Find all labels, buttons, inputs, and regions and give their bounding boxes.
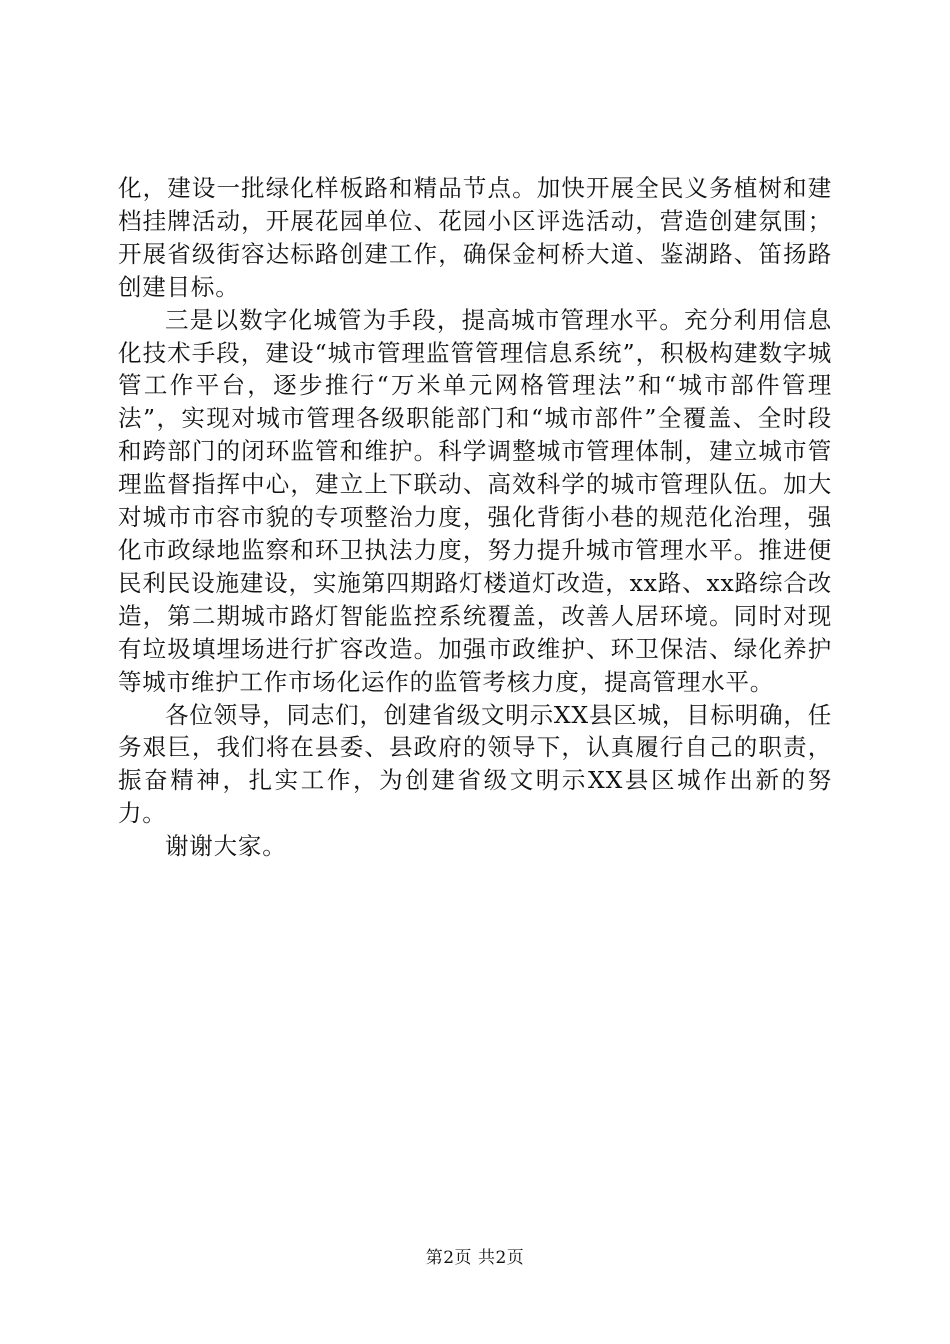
paragraph-digital-city-management: 三是以数字化城管为手段，提高城市管理水平。充分利用信息化技术手段，建设“城市管理监管管理信息系统”，积极构建数字城管工作平台，逐步推行“万米单元网格管理法”和“城市部件管理法”，实现对城市管理各级职能部门和“城市部件”全覆盖、全时段和跨部门的闭环监管和维护。科学调整城市管理体制，建立城市管理监督指挥中心，建立上下联动、高效科学的城市管理队伍。加大对城市市容市貌的专项整治力度，强化背街小巷的规范化治理，强化市政绿地监察和环卫执法力度，努力提升城市管理水平。推进便民利民设施建设，实施第四期路灯楼道灯改造，xx路、xx路综合改造，第二期城市路灯智能监控系统覆盖，改善人居环境。同时对现有垃圾填埋场进行扩容改造。加强市政维护、环卫保洁、绿化养护等城市维护工作市场化运作的监管考核力度，提高管理水平。 [118, 305, 832, 696]
document-body [118, 172, 832, 863]
paragraph-thanks: 谢谢大家。 [165, 832, 287, 861]
paragraph-continued: 化，建设一批绿化样板路和精品节点。加快开展全民义务植树和建档挂牌活动，开展花园单位、花园小区评选活动，营造创建氛围；开展省级街容达标路创建工作，确保金柯桥大道、鉴湖路、笛扬路创建目标。 [118, 174, 832, 301]
page-footer-number: 第2页 共2页 [425, 1248, 525, 1268]
paragraph-closing-remarks: 各位领导，同志们，创建省级文明示XX县区城，目标明确，任务艰巨，我们将在县委、县政府的领导下，认真履行自己的职责，振奋精神，扎实工作，为创建省级文明示XX县区城作出新的努力。 [118, 700, 832, 828]
